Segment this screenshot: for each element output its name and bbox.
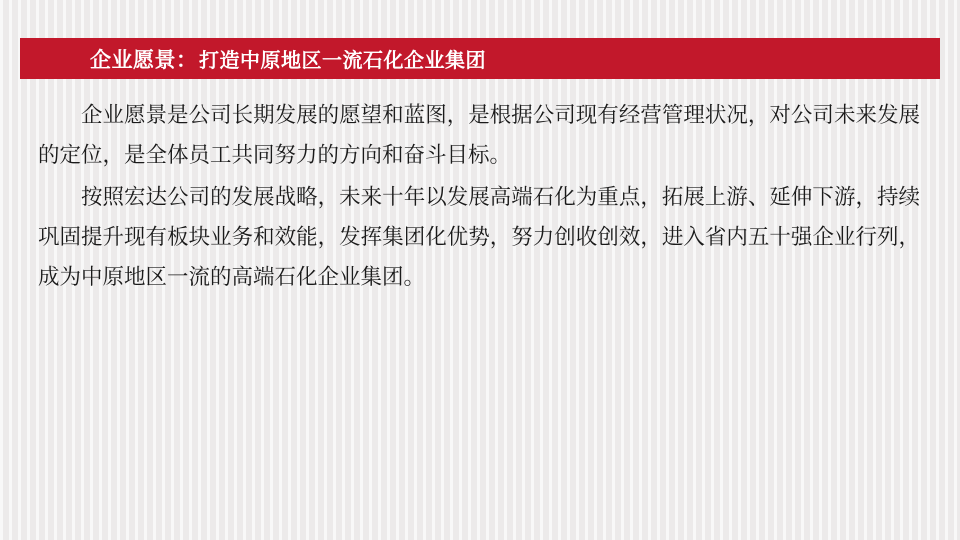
section-title-label: 企业愿景 [90,47,176,72]
paragraph-1: 企业愿景是公司长期发展的愿望和蓝图，是根据公司现有经营管理状况，对公司未来发展的定位，是全体员工共同努力的方向和奋斗目标。 [38,103,920,168]
section-title-content [20,44,486,74]
section-title-text: 打造中原地区一流石化企业集团 [199,47,486,72]
section-title-separator: ： [176,47,197,72]
paragraph-2: 按照宏达公司的发展战略，未来十年以发展高端石化为重点，拓展上游、延伸下游，持续巩固提升现有板块业务和效能，发挥集团化优势，努力创收创效，进入省内五十强企业行列，成为中原地区一流的高端石化企业集团。 [38,185,920,290]
section-title-bar [20,38,940,79]
body-text-block [38,96,920,300]
